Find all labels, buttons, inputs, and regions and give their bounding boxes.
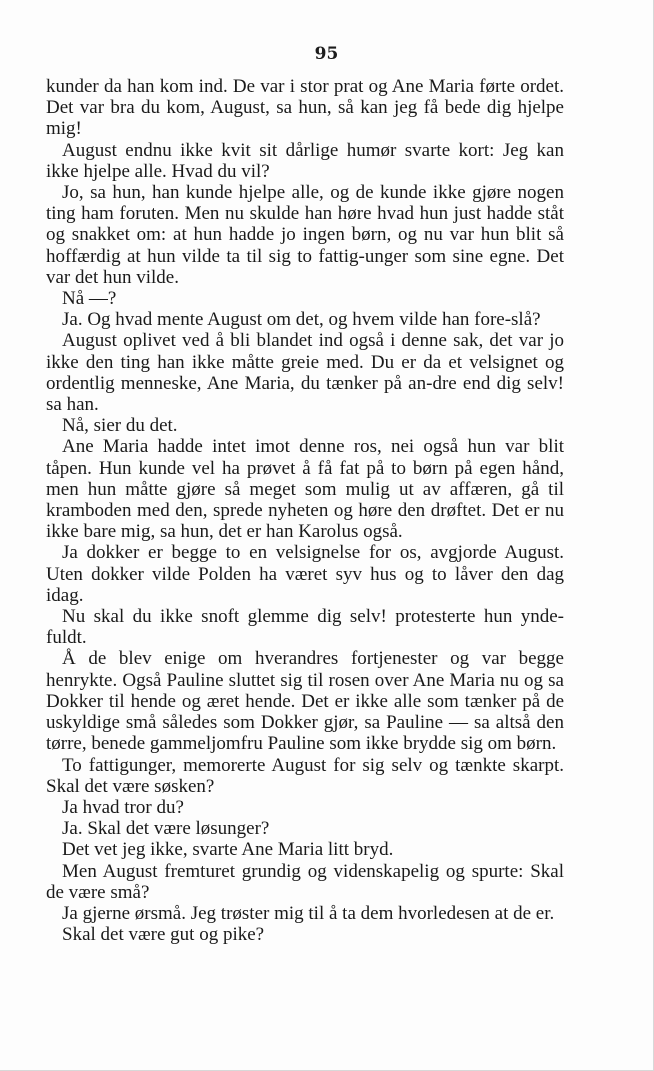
paragraph: Ja dokker er begge to en velsignelse for os, avgjorde August. Uten dokker vilde Polden ha været syv hus og to låver den dag idag. [46,542,564,606]
paragraph: Ja. Og hvad mente August om det, og hvem vilde han fore-slå? [62,309,541,331]
paragraph: Ja. Skal det være løsunger? [62,818,270,840]
body-text [46,76,564,945]
paragraph: Men August fremturet grundig og videnskapelig og spurte: Skal de være små? [46,860,564,903]
paragraph: Nu skal du ikke snoft glemme dig selv! protesterte hun ynde-fuldt. [46,606,564,649]
paragraph: August endnu ikke kvit sit dårlige humør svarte kort: Jeg kan ikke hjelpe alle. Hvad du vil? [46,139,564,182]
paragraph: Å de blev enige om hverandres fortjenester og var begge henrykte. Også Pauline sluttet sig til rosen over Ane Maria nu og sa Dokker til hende og æret hende. Det er ikke alle som tænker på de uskyldige små således som Dokker gjør, sa Pauline — sa altså den tørre, benede gammeljomfru Pauline som ikke brydde sig om børn. [46,648,564,755]
paragraph: Ane Maria hadde intet imot denne ros, nei også hun var blit tåpen. Hun kunde vel ha prøvet å få fat på to børn på egen hånd, men hun måtte gjøre så meget som mulig ut av affæren, gå til kramboden med den, sprede nyheten og høre den drøftet. Det er nu ikke bare mig, sa hun, det er han Karolus også. [46,436,564,543]
paragraph: August oplivet ved å bli blandet ind også i denne sak, det var jo ikke den ting han ikke måtte greie med. Du er da et velsignet og ordentlig menneske, Ane Maria, du tænker på an-dre end dig selv! sa han. [46,330,564,416]
paragraph: Jo, sa hun, han kunde hjelpe alle, og de kunde ikke gjøre nogen ting ham foruten. Men nu skulde han høre hvad hun just hadde ståt og snakket om: at hun hadde jo ingen børn, og nu var hun blit så hoffærdig at hun vilde ta til sig to fattig-unger som sine egne. Det var det hun vilde. [46,182,564,288]
paragraph: Ja gjerne ørsmå. Jeg trøster mig til å ta dem hvorledesen at de er. [62,902,555,924]
paragraph: kunder da han kom ind. De var i stor prat og Ane Maria førte ordet. Det var bra du kom, August, sa hun, så kan jeg få bede dig hjelpe mig! [46,76,564,140]
paragraph: Nå, sier du det. [62,415,178,437]
page-number: 95 [314,44,339,64]
paragraph: Ja hvad tror du? [62,796,184,818]
paragraph: Nå —? [62,288,117,310]
paragraph: Det vet jeg ikke, svarte Ane Maria litt bryd. [62,839,394,861]
paragraph: To fattigunger, memorerte August for sig selv og tænkte skarpt. Skal det være søsken? [46,754,564,797]
paragraph: Skal det være gut og pike? [62,924,265,946]
